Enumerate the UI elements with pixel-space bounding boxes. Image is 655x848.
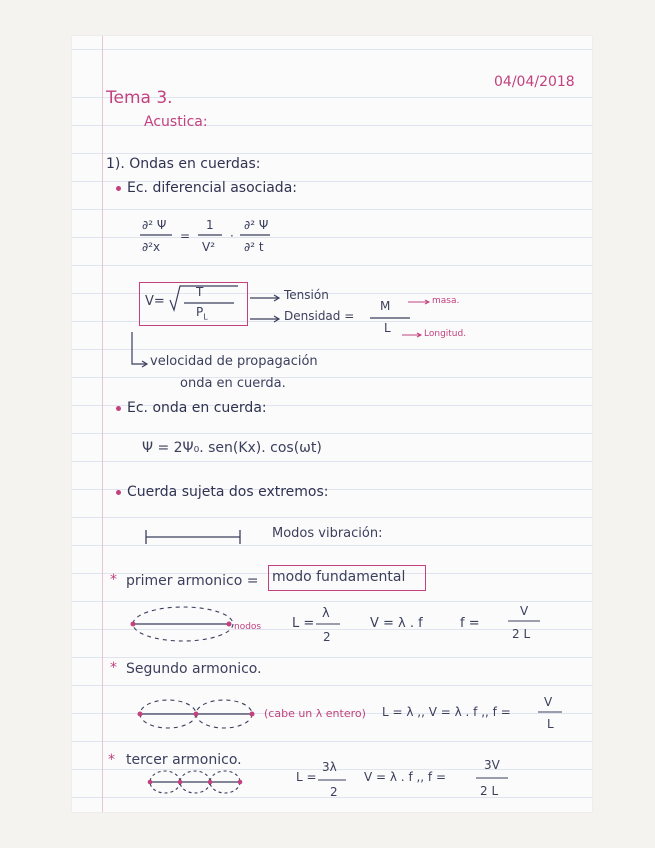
masa-label: masa.	[432, 296, 460, 306]
third-L-den: 2	[330, 785, 338, 799]
first-f: f =	[460, 616, 480, 631]
first-L-den: 2	[323, 630, 331, 644]
eq-equals: =	[180, 229, 191, 243]
eq-lhs-num: ∂² Ψ	[142, 218, 167, 232]
fundamental-mode-text: modo fundamental	[272, 569, 406, 585]
first-node-left	[131, 622, 136, 627]
bullet-text: Ec. diferencial asociada:	[127, 180, 297, 196]
second-node-mid	[194, 712, 199, 717]
longitud-label: Longitud.	[424, 329, 467, 339]
eq-rhs-den: ∂² t	[244, 240, 264, 254]
eq-mid-den: V²	[202, 240, 216, 254]
velocity-note-line2: onda en cuerda.	[180, 376, 286, 391]
eq-rhs-num: ∂² Ψ	[244, 218, 269, 232]
first-L: L =	[292, 616, 315, 631]
asterisk-3: *	[108, 752, 115, 768]
second-eq: L = λ ,, V = λ . f ,, f =	[382, 705, 511, 719]
tension-label: Tensión	[284, 288, 329, 302]
first-L-num: λ	[322, 606, 330, 621]
third-f-den: 2 L	[480, 784, 499, 798]
page-title: Tema 3.	[106, 88, 173, 108]
asterisk-1: *	[110, 572, 117, 588]
second-harmonic-title: Segundo armonico.	[126, 661, 262, 677]
density-den: L	[384, 321, 391, 335]
velocity-lhs: V=	[145, 294, 165, 309]
third-f-num: 3V	[484, 758, 500, 772]
section-heading: 1). Ondas en cuerdas:	[106, 156, 261, 172]
velocity-note-line1: velocidad de propagación	[150, 354, 318, 369]
third-harmonic-title: tercer armonico.	[126, 752, 242, 768]
page-subtitle: Acustica:	[144, 114, 208, 130]
third-node-1	[148, 780, 153, 785]
first-f-den: 2 L	[512, 627, 531, 641]
second-f-num: V	[544, 695, 553, 709]
velocity-num: T	[196, 285, 204, 299]
bullet-text: Ec. onda en cuerda:	[127, 400, 267, 416]
eq-mid-num: 1	[206, 218, 214, 232]
first-node-right	[227, 622, 232, 627]
nodos-label: nodos	[234, 622, 262, 632]
third-L: L =	[296, 770, 317, 784]
velocity-note-arrow	[132, 332, 146, 364]
first-f-num: V	[520, 604, 529, 618]
date-text: 04/04/2018	[494, 74, 575, 90]
eq-lhs-den: ∂²x	[142, 240, 161, 254]
third-eq: V = λ . f ,, f =	[364, 770, 447, 784]
second-node-left	[138, 712, 143, 717]
first-harmonic-title: primer armonico =	[126, 573, 259, 589]
third-node-3	[208, 780, 213, 785]
asterisk-2: *	[110, 660, 117, 676]
velocity-den-letter: P	[196, 305, 204, 319]
eq-dot: ·	[230, 229, 234, 243]
second-note: (cabe un λ entero)	[264, 707, 366, 720]
third-node-4	[238, 780, 243, 785]
first-v-eq: V = λ . f	[370, 616, 423, 631]
third-L-num: 3λ	[322, 760, 337, 774]
second-f-den: L	[547, 717, 554, 731]
velocity-den-sub: L	[203, 312, 208, 322]
second-node-right	[250, 712, 255, 717]
density-num: M	[380, 299, 391, 313]
density-label: Densidad =	[284, 309, 355, 323]
sqrt-symbol	[170, 286, 238, 310]
bullet-text: Cuerda sujeta dos extremos:	[127, 484, 329, 500]
modes-label: Modos vibración:	[272, 526, 383, 541]
wave-equation: Ψ = 2Ψ₀. sen(Kx). cos(ωt)	[142, 440, 322, 456]
third-node-2	[178, 780, 183, 785]
